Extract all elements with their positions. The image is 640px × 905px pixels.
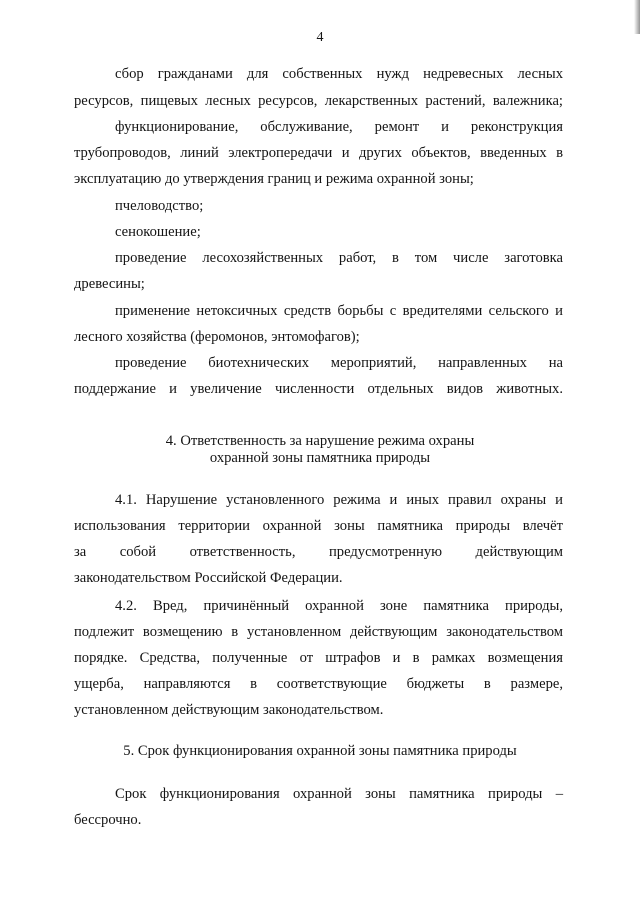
paragraph-4-1-line-3: за собой ответственность, предусмотренную действующим <box>74 544 563 560</box>
page-number: 4 <box>316 30 324 45</box>
list-item-4: сенокошение; <box>115 224 201 240</box>
paragraph-4-1-line-1: 4.1. Нарушение установленного режима и иных правил охраны и <box>115 492 563 508</box>
paragraph-4-1-line-2: использования территории охранной зоны памятника природы влечёт <box>74 518 563 534</box>
paragraph-4-1-line-4: законодательством Российской Федерации. <box>74 570 343 586</box>
section-5-heading: 5. Срок функционирования охранной зоны памятника природы <box>123 743 517 759</box>
paragraph-4-2-line-4: ущерба, направляются в соответствующие бюджеты в размере, <box>74 676 563 692</box>
scan-edge-shadow <box>634 0 640 34</box>
list-item-5-line-2: древесины; <box>74 276 145 292</box>
list-item-6-line-1: применение нетоксичных средств борьбы с вредителями сельского и <box>115 303 563 319</box>
list-item-2-line-2: трубопроводов, линий электропередачи и других объектов, введенных в <box>74 145 563 161</box>
list-item-2-line-3: эксплуатацию до утверждения границ и режима охранной зоны; <box>74 171 474 187</box>
section-5-paragraph-line-1: Срок функционирования охранной зоны памятника природы – <box>115 786 563 802</box>
list-item-5-line-1: проведение лесохозяйственных работ, в том числе заготовка <box>115 250 563 266</box>
list-item-3: пчеловодство; <box>115 198 204 214</box>
list-item-7-line-1: проведение биотехнических мероприятий, направленных на <box>115 355 563 371</box>
paragraph-4-2-line-3: порядке. Средства, полученные от штрафов и в рамках возмещения <box>74 650 563 666</box>
list-item-1-line-2: ресурсов, пищевых лесных ресурсов, лекарственных растений, валежника; <box>74 93 563 109</box>
list-item-1-line-1: сбор гражданами для собственных нужд недревесных лесных <box>115 66 563 82</box>
section-4-heading-line-2: охранной зоны памятника природы <box>209 450 431 466</box>
paragraph-4-2-line-2: подлежит возмещению в установленном действующим законодательством <box>74 624 563 640</box>
section-4-heading-line-1: 4. Ответственность за нарушение режима охраны <box>165 433 475 449</box>
list-item-7-line-2: поддержание и увеличение численности отдельных видов животных. <box>74 381 563 397</box>
section-5-paragraph-line-2: бессрочно. <box>74 812 142 828</box>
paragraph-4-2-line-5: установленном действующим законодательством. <box>74 702 384 718</box>
paragraph-4-2-line-1: 4.2. Вред, причинённый охранной зоне памятника природы, <box>115 598 563 614</box>
list-item-6-line-2: лесного хозяйства (феромонов, энтомофагов); <box>74 329 360 345</box>
list-item-2-line-1: функционирование, обслуживание, ремонт и реконструкция <box>115 119 563 135</box>
